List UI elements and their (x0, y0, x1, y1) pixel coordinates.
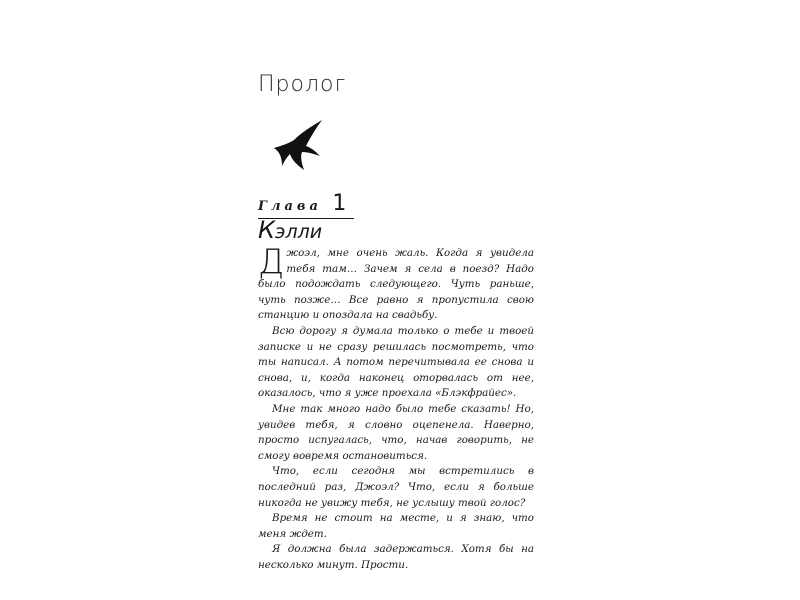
chapter-name-rest: элли (275, 221, 323, 243)
paragraph: Я должна была задержаться. Хотя бы на несколько минут. Прости. (258, 543, 534, 571)
paragraph: Джоэл, мне очень жаль. Когда я увидела тебя там… Зачем я села в поезд? Надо было подождать следующего. Чуть раньше, чуть позже… Все равно я пропустила свою станцию и опоздала на свадьбу. (258, 242, 534, 322)
chapter-name (258, 216, 322, 244)
chapter-text (258, 242, 534, 573)
prologue-title: Пролог (258, 72, 347, 97)
paragraph: Что, если сегодня мы встретились в последний раз, Джоэл? Что, если я больше никогда не увижу тебя, не услышу твой голос? (258, 465, 534, 509)
chapter-label: Глава (258, 199, 322, 214)
swallow-bird-icon (272, 118, 324, 174)
drop-cap: Д (258, 242, 285, 282)
chapter-number: 1 (332, 191, 347, 216)
chapter-name-initial: К (258, 216, 276, 244)
paragraph: Время не стоит на месте, и я знаю, что меня ждет. (258, 512, 534, 540)
paragraph: Мне так много надо было тебе сказать! Но, увидев тебя, я словно оцепенела. Наверно, просто испугалась, что, начав говорить, не смогу вовремя остановиться. (258, 402, 534, 462)
paragraph: Всю дорогу я думала только о тебе и твоей записке и не сразу решилась посмотреть, что ты написал. А потом перечитывала ее снова и снова, и, когда наконец оторвалась от нее, оказалось, что я уже проехала «Блэкфрайес». (258, 324, 534, 400)
